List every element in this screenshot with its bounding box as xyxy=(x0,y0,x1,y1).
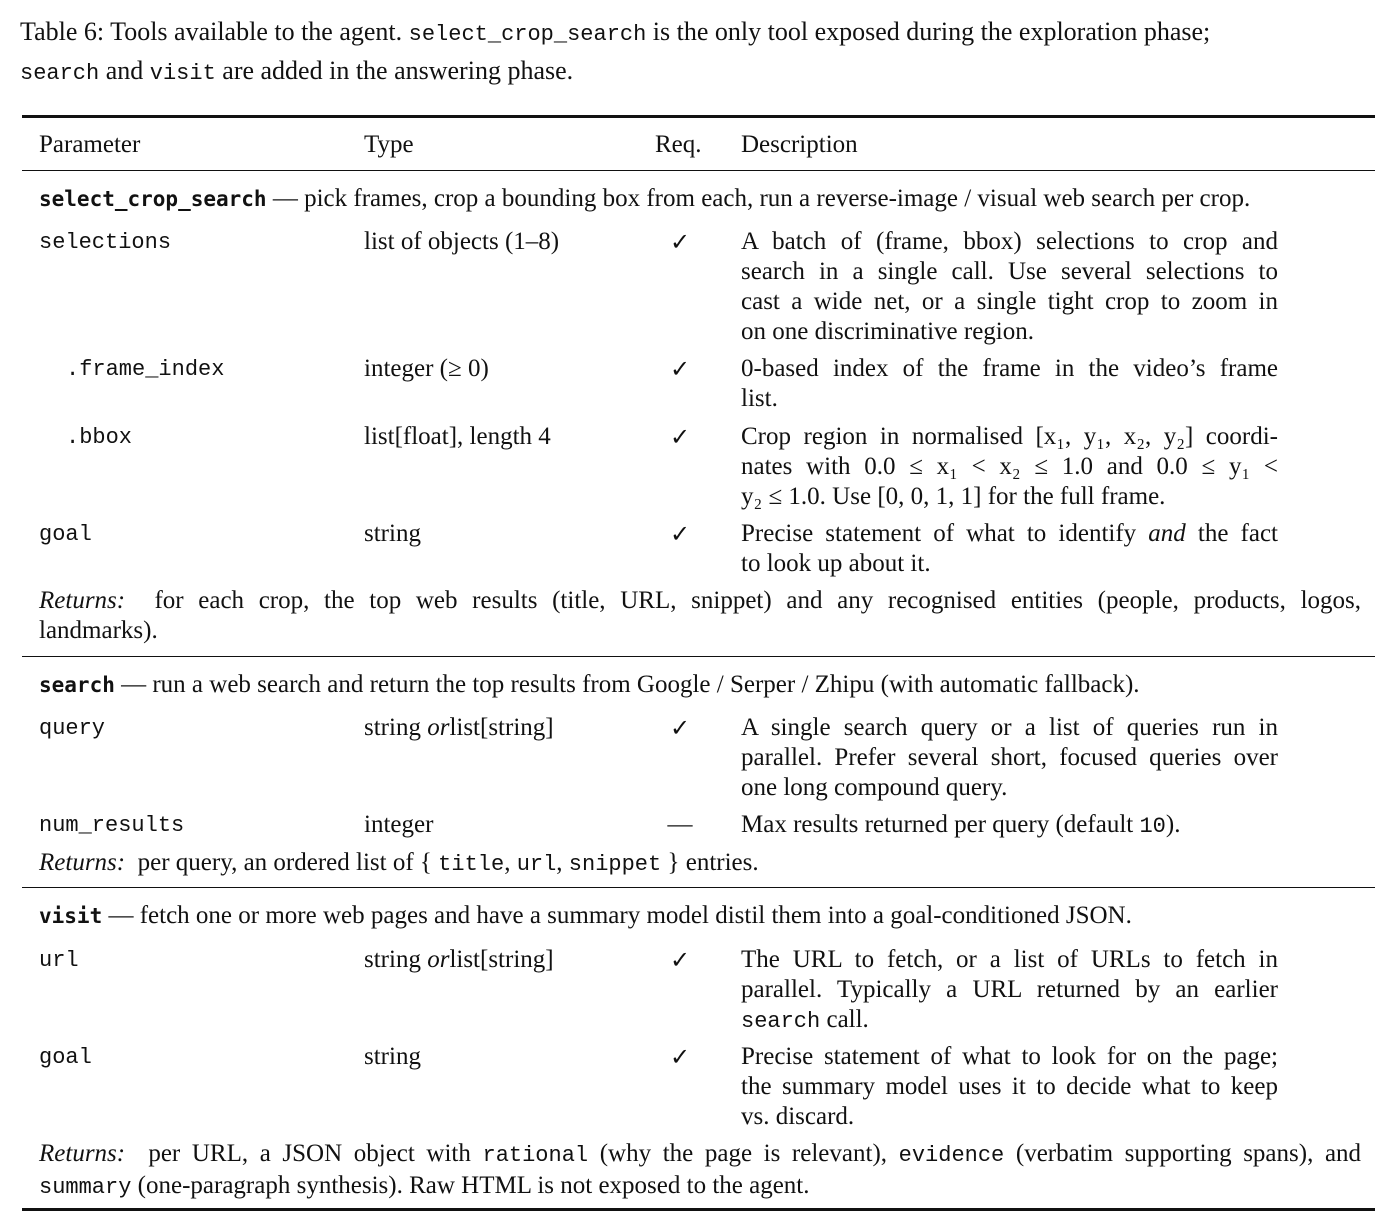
required-check-icon: ✓ xyxy=(669,946,691,974)
type-or: or xyxy=(427,946,450,973)
param-goal: goal xyxy=(39,522,92,547)
returns-code-rational: rational xyxy=(482,1143,589,1168)
tool-name-search: search xyxy=(39,673,115,697)
desc-goal xyxy=(741,519,1278,579)
table-caption xyxy=(20,14,1390,92)
param-num-results: num_results xyxy=(39,813,185,838)
caption-tool-select-crop-search: select_crop_search xyxy=(408,22,647,47)
returns-text: per URL, a JSON object with xyxy=(148,1140,471,1167)
returns-select-crop-search xyxy=(39,586,1361,646)
returns-label: Returns: xyxy=(39,1140,126,1167)
desc-line: cast a wide net, or a single tight crop to zoom in xyxy=(741,288,1278,315)
desc-query xyxy=(741,713,1278,803)
returns-line xyxy=(39,1171,1361,1203)
desc-line: parallel. Typically a URL returned by an earlier xyxy=(741,976,1278,1003)
table-bottom-rule xyxy=(22,1208,1375,1211)
desc-line xyxy=(741,1005,1278,1037)
type-goal: string xyxy=(364,1043,421,1070)
desc-goal xyxy=(741,1042,1278,1132)
desc-num-results xyxy=(741,810,1180,842)
returns-code-evidence: evidence xyxy=(898,1143,1005,1168)
returns-line xyxy=(39,1139,1361,1171)
section-rule xyxy=(22,656,1375,657)
optional-dash-icon: — xyxy=(667,811,693,838)
desc-line: search in a single call. Use several selections to xyxy=(741,258,1278,285)
param-goal: goal xyxy=(39,1045,92,1070)
desc-bbox xyxy=(741,422,1278,512)
desc-line: list. xyxy=(741,385,778,412)
table-top-rule xyxy=(22,115,1375,118)
desc-line: Crop region in normalised [x₁, y₁, x₂, y₂] coordi- xyxy=(741,423,1278,450)
section-visit-title xyxy=(39,901,1132,931)
type-frame-index: integer (≥ 0) xyxy=(364,355,489,382)
desc-emphasis: and xyxy=(1148,520,1186,547)
desc-text: call. xyxy=(826,1006,869,1033)
caption-prefix: Table 6: Tools available to the agent. xyxy=(20,17,403,46)
returns-line xyxy=(39,586,1361,616)
type-selections: list of objects (1–8) xyxy=(364,228,560,255)
caption-mid: is the only tool exposed during the exploration phase; xyxy=(652,17,1211,46)
type-num-results: integer xyxy=(364,811,434,838)
returns-sep: , xyxy=(504,849,511,876)
type-url xyxy=(364,945,554,975)
returns-search xyxy=(39,848,759,880)
desc-line: to look up about it. xyxy=(741,550,931,577)
desc-text: ). xyxy=(1165,811,1181,838)
desc-line: vs. discard. xyxy=(741,1103,855,1130)
caption-suffix: are added in the answering phase. xyxy=(222,56,574,85)
required-check-icon: ✓ xyxy=(669,714,691,742)
returns-text: per query, an ordered list of { xyxy=(137,849,432,876)
desc-line xyxy=(741,519,1278,549)
header-type: Type xyxy=(364,131,414,158)
header-parameter: Parameter xyxy=(39,131,141,158)
desc-code: 10 xyxy=(1139,814,1166,839)
required-check-icon: ✓ xyxy=(669,423,691,451)
returns-code-title: title xyxy=(438,852,505,877)
desc-text: Precise statement of what to identify xyxy=(741,520,1137,547)
header-rule xyxy=(22,170,1375,171)
desc-line: Precise statement of what to look for on the page; xyxy=(741,1043,1278,1070)
param-selections: selections xyxy=(39,230,172,255)
returns-code-summary: summary xyxy=(39,1175,132,1200)
caption-tool-search: search xyxy=(20,61,100,86)
desc-frame-index xyxy=(741,354,1278,414)
section-rule xyxy=(22,887,1375,888)
desc-text: Max results returned per query (default xyxy=(741,811,1134,838)
desc-line: one long compound query. xyxy=(741,774,1008,801)
param-frame-index: .frame_index xyxy=(66,357,225,382)
tool-summary-visit: — fetch one or more web pages and have a summary model distil them into a goal-conditioned JSON. xyxy=(108,902,1132,929)
desc-line: on one discriminative region. xyxy=(741,318,1034,345)
tool-summary-select-crop-search: — pick frames, crop a bounding box from each, run a reverse-image / visual web search per crop. xyxy=(272,185,1251,212)
param-query: query xyxy=(39,716,106,741)
required-check-icon: ✓ xyxy=(669,355,691,383)
desc-line: nates with 0.0 ≤ x₁ < x₂ ≤ 1.0 and 0.0 ≤ y₁ < xyxy=(741,453,1278,480)
section-select-crop-search-title xyxy=(39,184,1250,214)
returns-label: Returns: xyxy=(39,587,126,614)
desc-line: y₂ ≤ 1.0. Use [0, 0, 1, 1] for the full frame. xyxy=(741,483,1166,510)
returns-code-url: url xyxy=(516,852,557,877)
tool-name-visit: visit xyxy=(39,904,103,928)
required-check-icon: ✓ xyxy=(669,228,691,256)
type-text: string xyxy=(364,946,421,973)
required-check-icon: ✓ xyxy=(669,1043,691,1071)
caption-tool-visit: visit xyxy=(149,61,216,86)
returns-label: Returns: xyxy=(39,849,126,876)
tool-summary-search: — run a web search and return the top results from Google / Serper / Zhipu (with automatic fallback). xyxy=(121,671,1140,698)
desc-line: the summary model uses it to decide what to keep xyxy=(741,1073,1278,1100)
desc-line: A batch of (frame, bbox) selections to crop and xyxy=(741,228,1278,255)
desc-url xyxy=(741,945,1278,1037)
returns-visit xyxy=(39,1139,1361,1203)
desc-line: parallel. Prefer several short, focused queries over xyxy=(741,744,1278,771)
returns-text: (one-paragraph synthesis). Raw HTML is not exposed to the agent. xyxy=(137,1172,810,1199)
returns-sep: , xyxy=(556,849,563,876)
desc-code: search xyxy=(741,1009,821,1034)
returns-code-snippet: snippet xyxy=(568,852,662,877)
returns-line: landmarks). xyxy=(39,617,158,644)
desc-line: A single search query or a list of queries run in xyxy=(741,714,1278,741)
param-url: url xyxy=(39,948,79,973)
returns-text: } entries. xyxy=(667,849,759,876)
type-goal: string xyxy=(364,520,421,547)
type-text: list[string] xyxy=(449,946,554,973)
param-bbox: .bbox xyxy=(66,425,133,450)
returns-text: for each crop, the top web results (title, URL, snippet) and any recognised entities (people, products, logos, xyxy=(154,587,1361,614)
section-search-title xyxy=(39,670,1140,700)
type-text: list[string] xyxy=(449,714,554,741)
returns-text: (why the page is relevant), xyxy=(599,1140,888,1167)
desc-selections xyxy=(741,227,1278,347)
header-description: Description xyxy=(741,131,858,158)
required-check-icon: ✓ xyxy=(669,520,691,548)
desc-line: 0-based index of the frame in the video’s frame xyxy=(741,355,1278,382)
type-or: or xyxy=(427,714,450,741)
desc-line: The URL to fetch, or a list of URLs to fetch in xyxy=(741,946,1278,973)
tool-name-select-crop-search: select_crop_search xyxy=(39,187,267,211)
type-query xyxy=(364,713,554,743)
header-req: Req. xyxy=(655,131,702,158)
type-bbox: list[float], length 4 xyxy=(364,423,551,450)
type-text: string xyxy=(364,714,421,741)
caption-and: and xyxy=(105,56,144,85)
returns-text: (verbatim supporting spans), and xyxy=(1015,1140,1362,1167)
desc-text: the fact xyxy=(1197,520,1278,547)
